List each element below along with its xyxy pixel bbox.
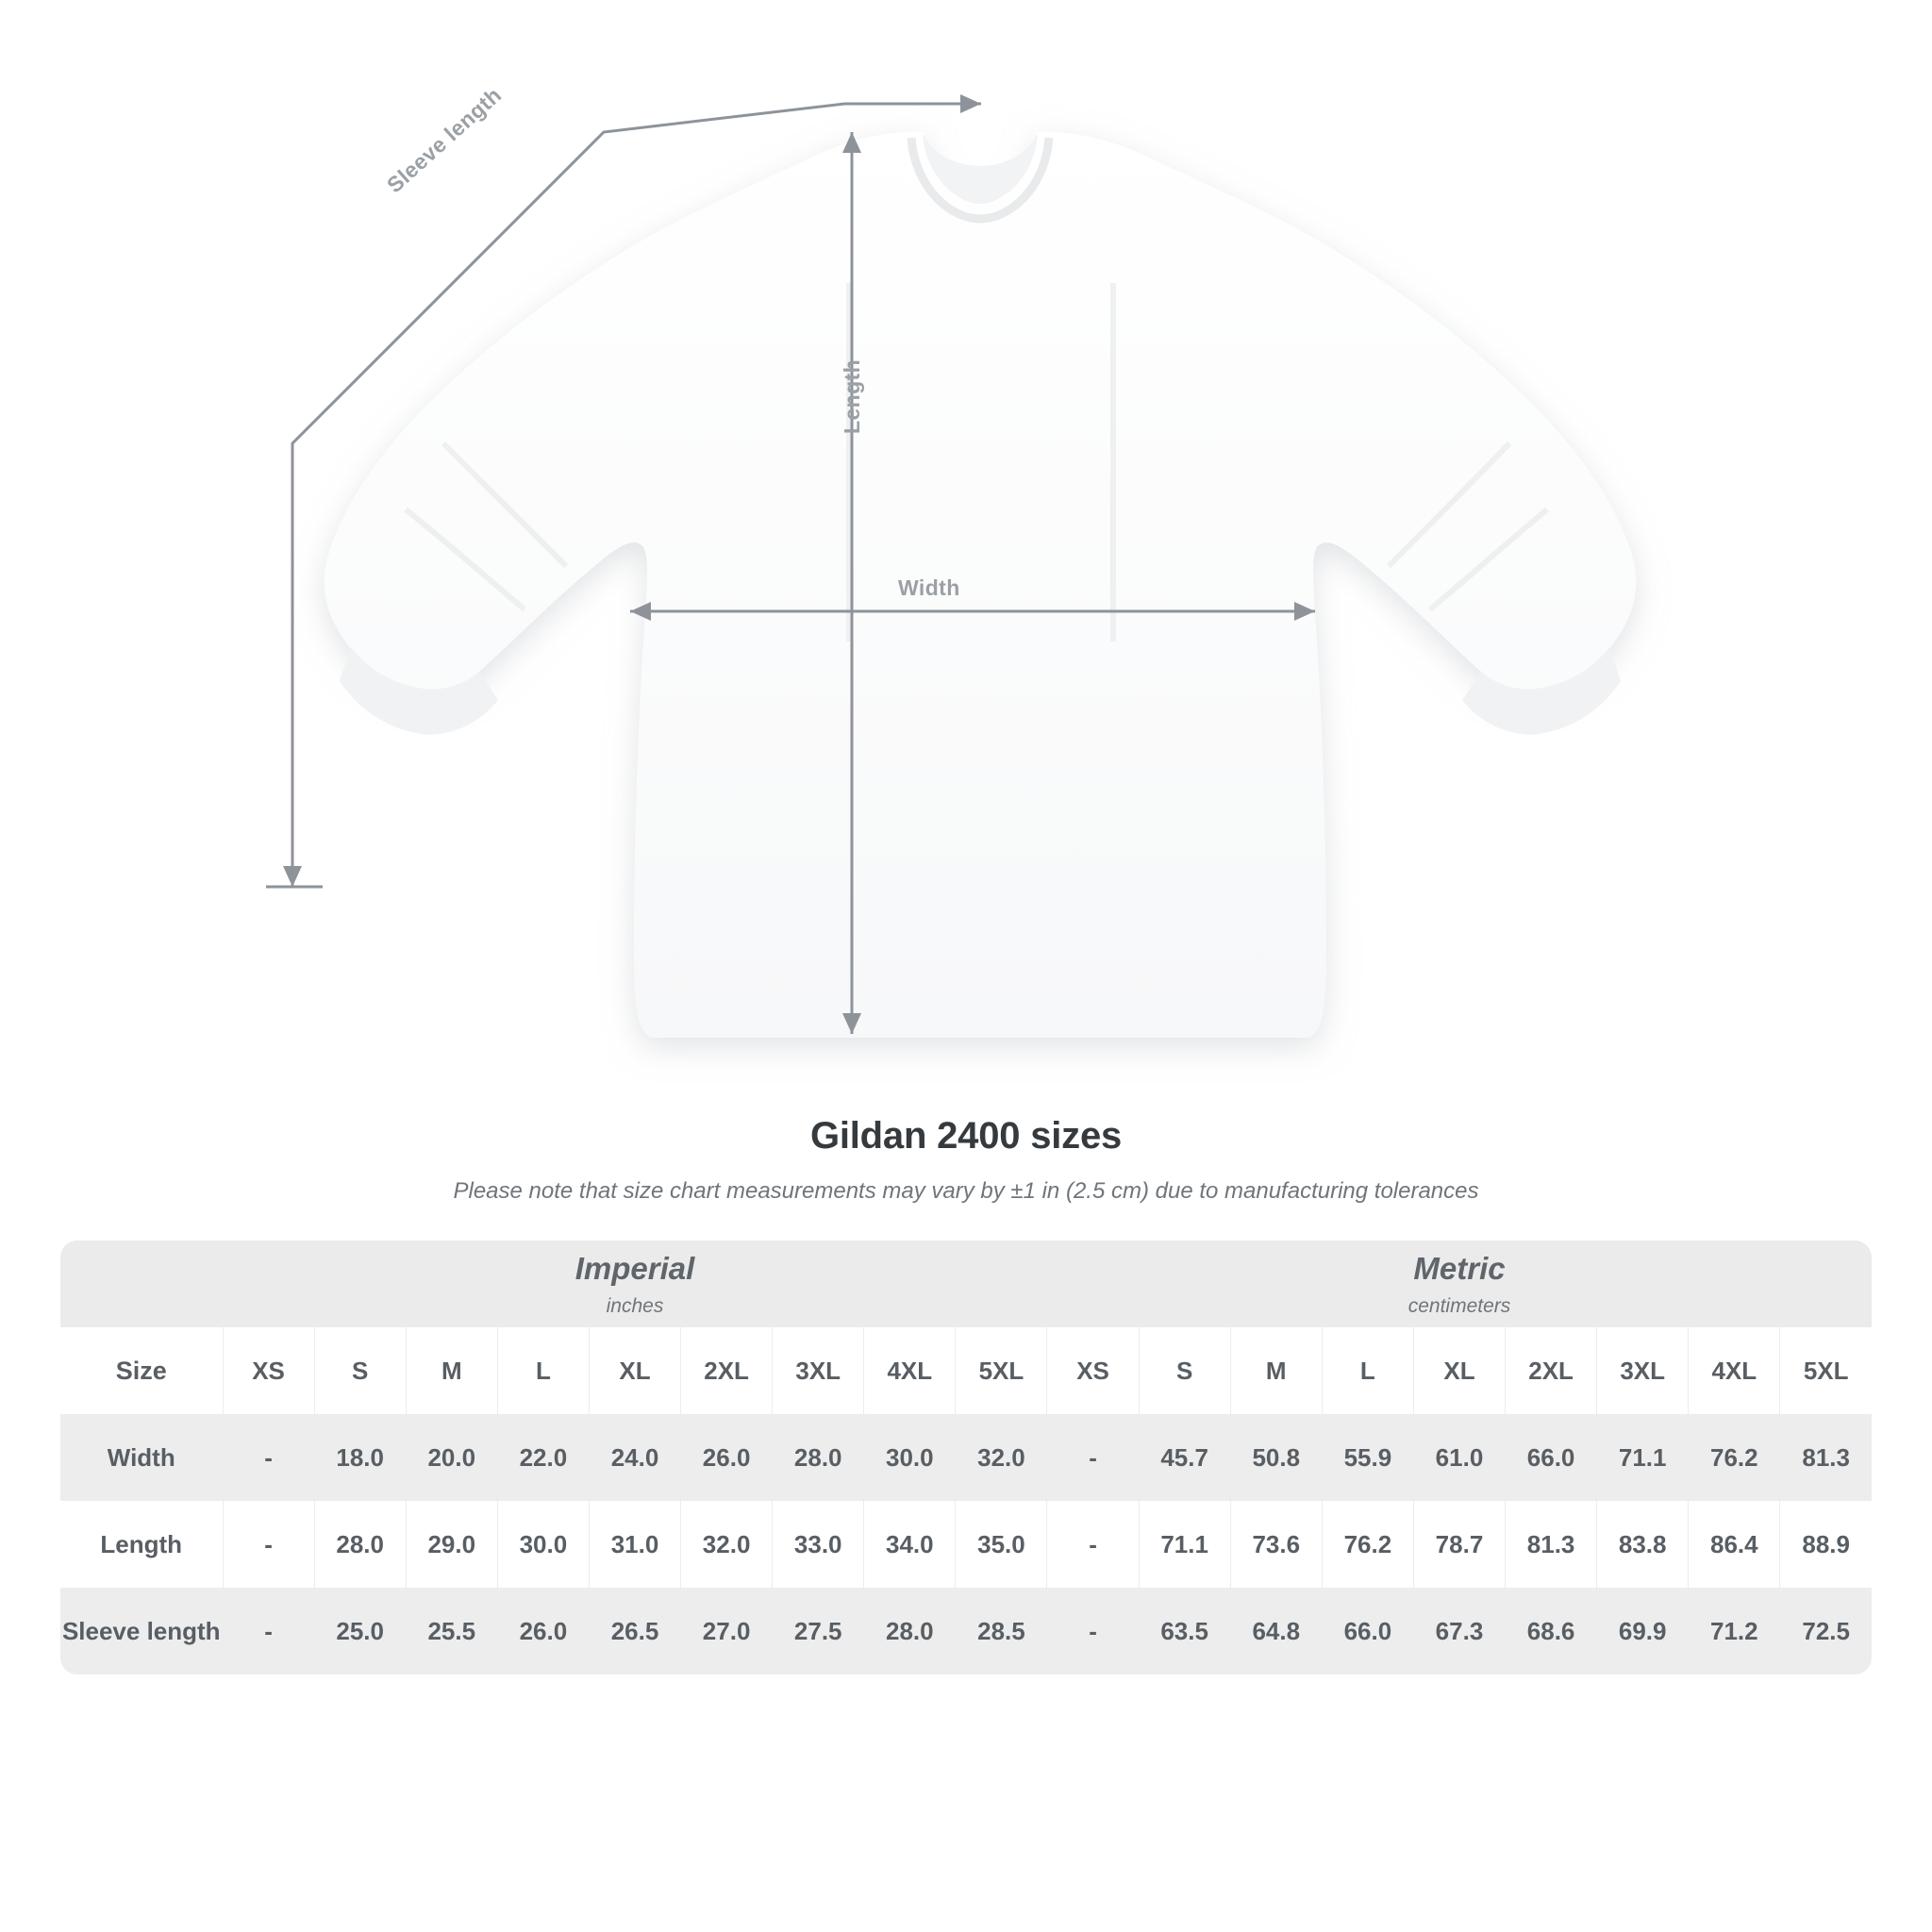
table-row	[60, 1588, 1872, 1674]
table-cell: 27.0	[681, 1588, 773, 1674]
table-row	[60, 1414, 1872, 1501]
table-cell: -	[1047, 1414, 1139, 1501]
size-column-header: L	[497, 1327, 589, 1414]
table-cell: 30.0	[497, 1501, 589, 1588]
table-cell: 29.0	[406, 1501, 497, 1588]
size-column-header: 3XL	[1597, 1327, 1689, 1414]
size-column-header: 4XL	[1689, 1327, 1780, 1414]
table-cell: 35.0	[956, 1501, 1047, 1588]
table-cell: 28.0	[314, 1501, 406, 1588]
table-cell: 71.1	[1597, 1414, 1689, 1501]
size-column-header: M	[406, 1327, 497, 1414]
table-cell: 63.5	[1139, 1588, 1230, 1674]
size-column-header: M	[1230, 1327, 1322, 1414]
table-cell: 72.5	[1780, 1588, 1872, 1674]
table-cell: 24.0	[589, 1414, 680, 1501]
table-cell: 22.0	[497, 1414, 589, 1501]
size-column-header: L	[1322, 1327, 1413, 1414]
table-cell: 67.3	[1413, 1588, 1505, 1674]
table-cell: 68.6	[1506, 1588, 1597, 1674]
size-column-header: 5XL	[956, 1327, 1047, 1414]
unit-header-row	[60, 1241, 1872, 1327]
table-cell: 71.1	[1139, 1501, 1230, 1588]
table-cell: 78.7	[1413, 1501, 1505, 1588]
size-column-header: S	[314, 1327, 406, 1414]
table-cell: 45.7	[1139, 1414, 1230, 1501]
width-dimension-label: Width	[898, 575, 960, 600]
table-cell: 81.3	[1780, 1414, 1872, 1501]
page-title: Gildan 2400 sizes	[809, 1115, 1123, 1157]
table-cell: 32.0	[956, 1414, 1047, 1501]
row-label-sleeve-length: Sleeve length	[60, 1588, 223, 1674]
table-cell: 88.9	[1780, 1501, 1872, 1588]
size-column-header: S	[1139, 1327, 1230, 1414]
size-column-header: 2XL	[681, 1327, 773, 1414]
tolerance-note: Please note that size chart measurements may vary by ±1 in (2.5 cm) due to manufacturing tolerances	[453, 1178, 1479, 1204]
size-header-row	[60, 1327, 1872, 1414]
table-row	[60, 1501, 1872, 1588]
table-cell: -	[1047, 1501, 1139, 1588]
table-cell: 26.0	[681, 1414, 773, 1501]
table-cell: 25.5	[406, 1588, 497, 1674]
table-cell: 66.0	[1506, 1414, 1597, 1501]
unit-header-metric	[1047, 1241, 1872, 1327]
table-cell: 50.8	[1230, 1414, 1322, 1501]
table-cell: 86.4	[1689, 1501, 1780, 1588]
table-cell: 31.0	[589, 1501, 680, 1588]
table-cell: 20.0	[406, 1414, 497, 1501]
table-cell: 83.8	[1597, 1501, 1689, 1588]
table-cell: 28.0	[864, 1588, 956, 1674]
table-cell: 30.0	[864, 1414, 956, 1501]
shirt-shape	[325, 132, 1637, 1038]
size-table-container	[60, 1241, 1872, 1674]
length-dimension-label: Length	[840, 358, 864, 434]
table-cell: 26.0	[497, 1588, 589, 1674]
table-cell: -	[223, 1501, 314, 1588]
size-header-label: Size	[60, 1327, 223, 1414]
unit-imperial-name: Imperial	[575, 1250, 695, 1286]
unit-header-spacer	[60, 1241, 223, 1327]
table-cell: 34.0	[864, 1501, 956, 1588]
row-label-length: Length	[60, 1501, 223, 1588]
table-cell: 55.9	[1322, 1414, 1413, 1501]
table-cell: -	[1047, 1588, 1139, 1674]
table-cell: 33.0	[773, 1501, 864, 1588]
size-column-header: XS	[1047, 1327, 1139, 1414]
table-cell: -	[223, 1588, 314, 1674]
size-column-header: XL	[1413, 1327, 1505, 1414]
table-cell: 73.6	[1230, 1501, 1322, 1588]
unit-metric-sub: centimeters	[1407, 1294, 1511, 1317]
table-cell: 66.0	[1322, 1588, 1413, 1674]
table-cell: 28.5	[956, 1588, 1047, 1674]
size-column-header: XL	[589, 1327, 680, 1414]
table-cell: 27.5	[773, 1588, 864, 1674]
table-cell: 26.5	[589, 1588, 680, 1674]
table-cell: 25.0	[314, 1588, 406, 1674]
table-cell: 18.0	[314, 1414, 406, 1501]
table-cell: 32.0	[681, 1501, 773, 1588]
title-block	[0, 1115, 1932, 1205]
table-cell: -	[223, 1414, 314, 1501]
table-cell: 61.0	[1413, 1414, 1505, 1501]
row-label-width: Width	[60, 1414, 223, 1501]
unit-metric-name: Metric	[1413, 1250, 1506, 1286]
unit-imperial-sub: inches	[606, 1294, 664, 1317]
table-cell: 69.9	[1597, 1588, 1689, 1674]
size-column-header: 2XL	[1506, 1327, 1597, 1414]
table-cell: 76.2	[1689, 1414, 1780, 1501]
table-cell: 28.0	[773, 1414, 864, 1501]
sleeve-length-dimension-label: Sleeve length	[382, 82, 507, 198]
table-cell: 71.2	[1689, 1588, 1780, 1674]
table-cell: 81.3	[1506, 1501, 1597, 1588]
size-table	[60, 1241, 1872, 1674]
table-cell: 64.8	[1230, 1588, 1322, 1674]
size-column-header: 4XL	[864, 1327, 956, 1414]
size-column-header: 5XL	[1780, 1327, 1872, 1414]
size-column-header: 3XL	[773, 1327, 864, 1414]
table-cell: 76.2	[1322, 1501, 1413, 1588]
unit-header-imperial	[223, 1241, 1047, 1327]
size-column-header: XS	[223, 1327, 314, 1414]
